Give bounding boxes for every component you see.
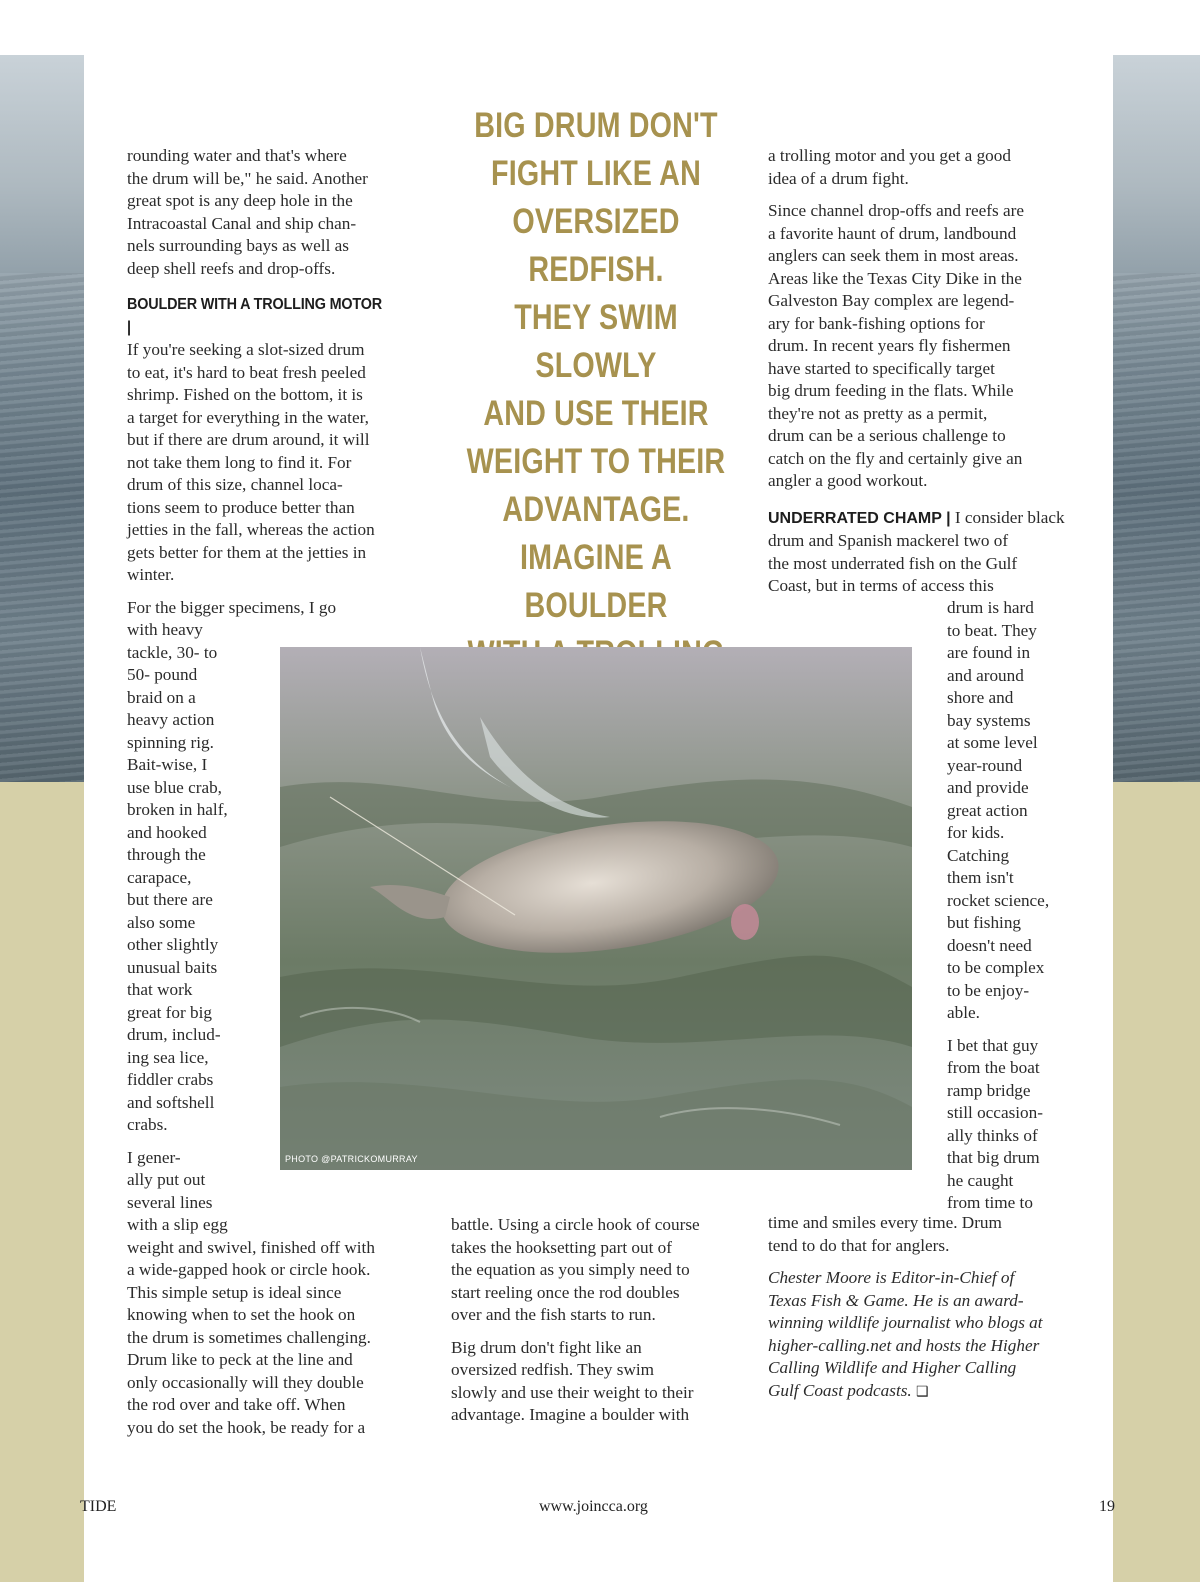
text-line: Big drum don't fight like an [451, 1337, 642, 1357]
bio-line: Texas Fish & Game. He is an award- [768, 1290, 1024, 1310]
text-line: not take them long to find it. For [127, 452, 352, 472]
text-line: and around [947, 665, 1024, 685]
text-line: Coast, but in terms of access this [768, 576, 994, 595]
paragraph [127, 1147, 417, 1440]
text-line: Galveston Bay complex are legend- [768, 291, 1015, 310]
pull-quote-line: BIG DRUM DON'T [474, 106, 718, 145]
text-line: and softshell [127, 1092, 215, 1112]
text-line: Intracoastal Canal and ship chan- [127, 213, 357, 233]
end-mark-icon: ❑ [916, 1384, 929, 1400]
pull-quote-line: ADVANTAGE. [502, 490, 690, 529]
bio-line: Calling Wildlife and Higher Calling [768, 1358, 1017, 1377]
text-line: catch on the fly and certainly give an [768, 448, 1023, 468]
text-line: use blue crab, [127, 777, 222, 797]
text-line: at some level [947, 733, 1038, 752]
text-line: drum. In recent years fly fishermen [768, 336, 1011, 355]
drum-photo [280, 647, 912, 1170]
text-line: you do set the hook, be ready for a [127, 1417, 366, 1437]
text-line: braid on a [127, 687, 196, 707]
text-line: over and the fish starts to run. [451, 1305, 656, 1324]
bio-line: higher-calling.net and hosts the Higher [768, 1335, 1040, 1355]
bio-line: Gulf Coast podcasts. [768, 1380, 912, 1400]
pull-quote-line: WEIGHT TO THEIR [466, 442, 726, 481]
pull-quote-line: FIGHT LIKE AN [491, 154, 701, 193]
text-line: rocket science, [947, 890, 1050, 910]
text-line: to be enjoy- [947, 980, 1030, 1000]
text-line: and provide [947, 778, 1029, 797]
text-line: shore and [947, 688, 1014, 707]
text-line: drum and Spanish mackerel two of [768, 531, 1009, 550]
subhead-underrated: UNDERRATED CHAMP | [768, 509, 951, 527]
text-line: nels surrounding bays as well as [127, 236, 349, 255]
article-column-3 [768, 145, 1068, 608]
text-line: year-round [947, 755, 1023, 775]
text-line: I gener- [127, 1147, 181, 1167]
paragraph [127, 145, 417, 280]
drum-fish-illustration [280, 647, 912, 1170]
text-line: weight and swivel, finished off with [127, 1237, 375, 1257]
paragraph [768, 507, 1068, 598]
paragraph [127, 339, 417, 587]
text-line: but fishing [947, 913, 1022, 932]
text-line: knowing when to set the hook on [127, 1305, 356, 1324]
text-line: to beat. They [947, 620, 1037, 640]
text-line: oversized redfish. They swim [451, 1360, 655, 1379]
text-line: deep shell reefs and drop-offs. [127, 258, 336, 278]
text-line: ally put out [127, 1170, 206, 1189]
text-line: bay systems [947, 710, 1031, 730]
text-line: that big drum [947, 1148, 1040, 1167]
paragraph [768, 145, 1068, 190]
pull-quote-line: IMAGINE A BOULDER [520, 538, 672, 625]
text-line: the rod over and take off. When [127, 1395, 346, 1414]
footer-left: TIDE [80, 1498, 117, 1515]
text-line: with heavy [127, 620, 203, 639]
text-line: Catching [947, 845, 1010, 865]
text-line: takes the hooksetting part out of [451, 1237, 673, 1257]
paragraph [947, 597, 1077, 1025]
paragraph [451, 1214, 751, 1327]
text-line: he caught [947, 1170, 1014, 1190]
text-line: drum of this size, channel loca- [127, 475, 343, 494]
text-line: tions seem to produce better than [127, 497, 355, 517]
text-line: ing sea lice, [127, 1047, 209, 1067]
text-line: angler a good workout. [768, 471, 928, 490]
text-line: drum can be a serious challenge to [768, 426, 1006, 445]
text-line: that work [127, 980, 193, 999]
paragraph-lead: I consider black [950, 507, 1065, 527]
text-line: doesn't need [947, 935, 1032, 955]
text-line: to be complex [947, 958, 1045, 977]
text-line: drum, includ- [127, 1025, 221, 1044]
paragraph [768, 200, 1068, 493]
photo-credit: PHOTO @PATRICKOMURRAY [285, 1154, 418, 1164]
text-line: gets better for them at the jetties in [127, 542, 367, 562]
background-sand-right [1113, 782, 1200, 1582]
text-line: 50- pound [127, 665, 198, 684]
text-line: time and smiles every time. Drum [768, 1213, 1002, 1232]
text-line: start reeling once the rod doubles [451, 1282, 680, 1302]
text-line: the equation as you simply need to [451, 1260, 690, 1279]
text-line: advantage. Imagine a boulder with [451, 1405, 690, 1424]
text-line: a trolling motor and you get a good [768, 146, 1011, 165]
text-line: battle. Using a circle hook of course [451, 1215, 700, 1234]
text-line: are found in [947, 643, 1031, 662]
text-line: fiddler crabs [127, 1070, 214, 1089]
text-line: only occasionally will they double [127, 1372, 364, 1392]
text-line: them isn't [947, 868, 1014, 887]
text-line: still occasion- [947, 1103, 1043, 1122]
pull-quote-line: OVERSIZED REDFISH. [512, 202, 680, 289]
text-line: ary for bank-fishing options for [768, 313, 985, 333]
text-line: the most underrated fish on the Gulf [768, 553, 1018, 573]
text-line: Since channel drop-offs and reefs are [768, 201, 1024, 220]
text-line: drum is hard [947, 598, 1034, 617]
pull-quote-line: AND USE THEIR [483, 394, 709, 433]
text-line: a target for everything in the water, [127, 407, 369, 427]
article-column-3-bottom [768, 1212, 1068, 1414]
bio-line: winning wildlife journalist who blogs at [768, 1313, 1043, 1332]
text-line: from the boat [947, 1058, 1040, 1077]
text-line: ally thinks of [947, 1125, 1038, 1145]
text-line: This simple setup is ideal since [127, 1282, 342, 1302]
text-line: shrimp. Fished on the bottom, it is [127, 385, 363, 404]
text-line: for kids. [947, 823, 1005, 842]
paragraph [768, 1212, 1068, 1257]
text-line: but there are [127, 890, 213, 909]
text-line: great action [947, 800, 1028, 820]
author-bio [768, 1267, 1068, 1404]
text-line: several lines [127, 1192, 213, 1212]
text-line: rounding water and that's where [127, 146, 347, 165]
text-line: great for big [127, 1002, 212, 1022]
text-line: slowly and use their weight to their [451, 1382, 694, 1402]
text-line: idea of a drum fight. [768, 168, 909, 188]
text-line: great spot is any deep hole in the [127, 191, 353, 210]
text-line: tackle, 30- to [127, 642, 218, 662]
paragraph [451, 1337, 751, 1427]
text-line: have started to specifically target [768, 358, 995, 378]
paragraph [947, 1035, 1077, 1215]
bio-line: Chester Moore is Editor-in-Chief of [768, 1268, 1015, 1287]
text-line: tend to do that for anglers. [768, 1235, 950, 1255]
text-line: with a slip egg [127, 1215, 228, 1234]
text-line: jetties in the fall, whereas the action [127, 520, 375, 539]
text-line: the drum is sometimes challenging. [127, 1327, 371, 1347]
text-line: Bait-wise, I [127, 755, 208, 774]
text-line: ramp bridge [947, 1080, 1031, 1100]
background-water-right [1113, 55, 1200, 782]
background-sand-left [0, 782, 84, 1582]
text-line: For the bigger specimens, I go [127, 597, 337, 617]
text-line: big drum feeding in the flats. While [768, 381, 1014, 400]
text-line: I bet that guy [947, 1035, 1039, 1055]
text-line: other slightly [127, 935, 219, 954]
text-line: a favorite haunt of drum, landbound [768, 223, 1017, 243]
text-line: spinning rig. [127, 732, 214, 752]
text-line: the drum will be," he said. Another [127, 168, 368, 188]
article-column-3-narrow [947, 597, 1077, 1225]
text-line: a wide-gapped hook or circle hook. [127, 1260, 371, 1279]
pull-quote-box [427, 92, 765, 732]
text-line: If you're seeking a slot-sized drum [127, 340, 365, 359]
text-line: from time to [947, 1193, 1033, 1212]
text-line: but if there are drum around, it will [127, 430, 370, 449]
subhead-boulder: BOULDER WITH A TROLLING MOTOR | [127, 296, 383, 336]
background-water-left [0, 55, 84, 782]
text-line: Drum like to peck at the line and [127, 1350, 353, 1369]
pull-quote-line: THEY SWIM SLOWLY [514, 298, 678, 385]
text-line: they're not as pretty as a permit, [768, 403, 988, 423]
text-line: winter. [127, 565, 175, 584]
text-line: unusual baits [127, 957, 218, 977]
page-number: 19 [1099, 1498, 1115, 1515]
text-line: to eat, it's hard to beat fresh peeled [127, 362, 366, 382]
text-line: anglers can seek them in most areas. [768, 246, 1019, 265]
text-line: broken in half, [127, 800, 228, 819]
text-line: through the [127, 845, 206, 864]
text-line: crabs. [127, 1115, 168, 1134]
text-line: Areas like the Texas City Dike in the [768, 268, 1022, 288]
text-line: heavy action [127, 710, 215, 729]
article-column-2 [451, 1214, 751, 1437]
text-line: carapace, [127, 867, 192, 887]
text-line: also some [127, 912, 196, 932]
footer-url[interactable]: www.joincca.org [539, 1498, 648, 1515]
text-line: and hooked [127, 822, 207, 842]
text-line: able. [947, 1003, 980, 1022]
